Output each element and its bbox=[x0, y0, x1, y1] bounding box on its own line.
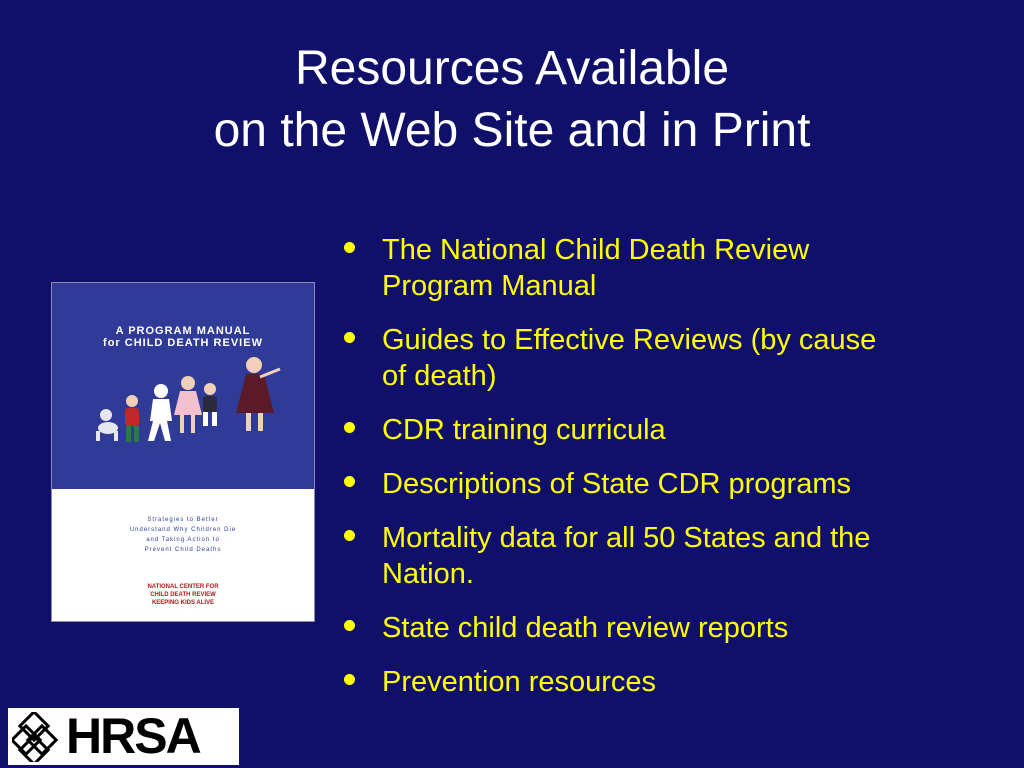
cover-subtitle bbox=[52, 515, 314, 555]
list-item-line-1: Descriptions of State CDR programs bbox=[382, 468, 851, 500]
cover-subtitle-line-1: Strategies to Better bbox=[147, 517, 219, 523]
list-item bbox=[340, 610, 1000, 646]
cover-title bbox=[52, 325, 314, 349]
list-item-line-2: Program Manual bbox=[382, 270, 597, 302]
list-item-line-1: The National Child Death Review bbox=[382, 234, 810, 266]
program-manual-cover bbox=[52, 283, 314, 621]
cover-subtitle-line-3: and Taking Action to bbox=[146, 537, 220, 543]
list-item-line-1: Mortality data for all 50 States and the bbox=[382, 522, 871, 554]
bullet-icon bbox=[344, 332, 355, 343]
slide-title bbox=[0, 38, 1024, 162]
cover-subtitle-line-4: Prevent Child Deaths bbox=[144, 547, 222, 553]
list-item-line-2: of death) bbox=[382, 360, 497, 392]
bullet-icon bbox=[344, 620, 355, 631]
list-item bbox=[340, 412, 1000, 448]
hrsa-knot-icon bbox=[12, 712, 62, 762]
bullet-icon bbox=[344, 530, 355, 541]
cover-title-line-2: for CHILD DEATH REVIEW bbox=[103, 337, 263, 349]
cover-subtitle-line-2: Understand Why Children Die bbox=[129, 527, 237, 533]
title-line-1: Resources Available bbox=[294, 42, 730, 95]
cover-publisher-line-1: NATIONAL CENTER FOR bbox=[147, 584, 219, 590]
list-item bbox=[340, 664, 1000, 700]
bullet-icon bbox=[344, 242, 355, 253]
cover-title-line-1: A PROGRAM MANUAL bbox=[115, 325, 251, 337]
list-item-line-1: Prevention resources bbox=[382, 666, 657, 698]
list-item-line-1: CDR training curricula bbox=[382, 414, 666, 446]
list-item-line-2: Nation. bbox=[382, 558, 474, 590]
children-silhouettes-illustration bbox=[52, 283, 314, 489]
cover-publisher-line-2: CHILD DEATH REVIEW bbox=[150, 592, 216, 598]
list-item bbox=[340, 232, 1000, 304]
list-item bbox=[340, 322, 1000, 394]
cover-publisher-line-3: KEEPING KIDS ALIVE bbox=[151, 600, 215, 606]
list-item-line-1: Guides to Effective Reviews (by cause bbox=[382, 324, 877, 356]
title-line-2: on the Web Site and in Print bbox=[213, 104, 811, 157]
list-item-line-1: State child death review reports bbox=[382, 612, 789, 644]
hrsa-wordmark: HRSA bbox=[66, 708, 200, 764]
bullet-icon bbox=[344, 422, 355, 433]
bullet-icon bbox=[344, 476, 355, 487]
bullet-icon bbox=[344, 674, 355, 685]
resource-list bbox=[340, 232, 1000, 718]
list-item bbox=[340, 466, 1000, 502]
cover-publisher bbox=[52, 583, 314, 607]
list-item bbox=[340, 520, 1000, 592]
cover-top-panel bbox=[52, 283, 314, 489]
hrsa-logo bbox=[8, 708, 239, 765]
